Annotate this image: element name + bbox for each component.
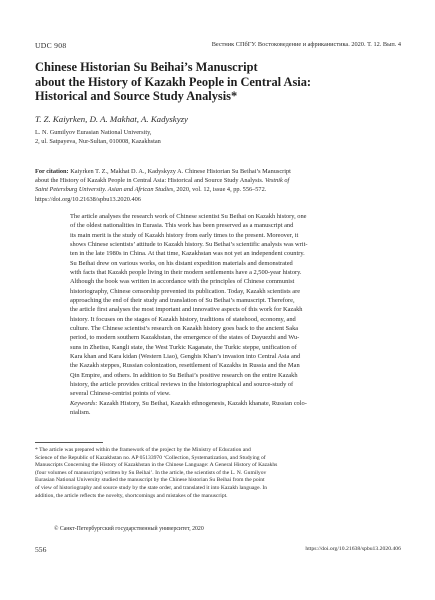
citation-text: , 2020, vol. 12, issue 4, pp. 556–572. (173, 186, 267, 194)
citation-line (35, 176, 400, 185)
affiliation (35, 128, 161, 147)
citation-doi-link[interactable]: https://doi.org/10.21638/spbu13.2020.406 (35, 195, 141, 203)
footer-doi-link[interactable]: https://doi.org/10.21638/spbu13.2020.406 (305, 546, 401, 552)
citation-text: about the History of Kazakh People in Central Asia: Historical and Source Study Analysis. (35, 177, 265, 185)
footnote-line: Manuscripts Concerning the History of Kazakhstan in the Chinese Language: A General History of Kazakhs (35, 462, 278, 469)
authors: T. Z. Kaiyrken, D. A. Makhat, A. Kadyskyzy (35, 114, 188, 124)
keywords-label: Keywords: (70, 399, 98, 407)
keywords-line: nialism. (70, 408, 91, 416)
abstract-line: history. It focuses on the stages of Kazakh history, traditions of statehood, economy, and (70, 315, 296, 323)
abstract-line: its main merit is the study of Kazakh history from early times to the present. Moreover, it (70, 231, 299, 239)
footnote-line: (four volumes of manuscripts) written by Su Beihai’. In the article, the scientists of the L. N. Gumilyov (35, 469, 267, 476)
footnote-line: of view of historiography and source study by the state order, and translated it into Kazakh language. In (35, 484, 268, 491)
affiliation-line: 2, ul. Satpayeva, Nur-Sultan, 010008, Kazakhstan (35, 138, 161, 146)
keywords-line (70, 399, 402, 408)
abstract-line: several Chinese-centrist points of view. (70, 390, 171, 398)
footnote-line: addition, the article reflects the novelty, shortcomings and mistakes of the manuscript. (35, 492, 228, 499)
journal-header: Вестник СПбГУ. Востоковедение и африканистика. 2020. Т. 12. Вып. 4 (211, 41, 401, 48)
abstract-line: with facts that Kazakh people living in their modern settlements have a 2,500-year history. (70, 268, 302, 276)
abstract-line: culture. The Chinese scientist’s research on Kazakh history goes back to the ancient Saka (70, 324, 299, 332)
abstract-line: historiography, Chinese censorship prevented its publication. Today, Kazakh scientists are (70, 287, 301, 295)
footnote-line: * The article was prepared within the framework of the project by the Ministry of Education and (35, 447, 251, 453)
abstract-line: Although the book was written in accordance with the principles of Chinese communist (70, 278, 295, 286)
abstract-line: Su Beihai drew on various works, on his distant expedition materials and demonstrated (70, 259, 293, 267)
citation-text: Kaiyrken T. Z., Makhat D. A., Kadyskyzy A. Chinese Historian Su Beihai’s Manuscript (68, 168, 291, 175)
citation-line (35, 185, 400, 194)
title-line: about the History of Kazakh People in Central Asia: (35, 74, 312, 89)
title-line: Historical and Source Study Analysis* (35, 89, 238, 104)
footnote-line: Science of the Republic of Kazakhstan no. AP 05133970 ‘Collection, Systematization, and Studying of (35, 454, 266, 461)
footnote-divider (35, 442, 103, 443)
abstract-line: Kara khan and Kara kidan (Western Liao), Genghis Khan’s invasion into Central Asia and (70, 352, 301, 360)
affiliation-line: L. N. Gumilyov Eurasian National University, (35, 129, 152, 136)
citation-block (35, 167, 400, 204)
citation-line (35, 167, 400, 176)
journal-name: Vestnik of (264, 177, 290, 185)
udc-code: UDC 908 (35, 41, 67, 50)
abstract-line: approaching the end of their study and translation of Su Beihai’s manuscript. Therefore, (70, 296, 295, 304)
abstract (70, 212, 402, 417)
title-line: Chinese Historian Su Beihai’s Manuscript (35, 60, 258, 74)
abstract-line: the Kazakh steppes, Russian colonization, resettlement of Kazakhs in Russia and the Man (70, 362, 300, 370)
page-number: 556 (35, 545, 47, 554)
abstract-line: the article first analyses the most important and innovative aspects of this work for Kazakh (70, 306, 303, 314)
abstract-line: shows Chinese scientists’ attitude to Kazakh history. Su Beihai’s scientific analysis was writ- (70, 240, 308, 248)
abstract-line: period, to modern southern Kazakhstan, the emergence of the states of Dayuezhi and Wu- (70, 334, 300, 342)
abstract-line: of the oldest nationalities in Eurasia. This work has been preserved as a manuscript and (70, 222, 294, 230)
footnote (35, 447, 401, 500)
copyright-notice: © Санкт-Петербургский государственный университет, 2020 (54, 526, 204, 532)
keywords-text: Kazakh History, Su Beihai, Kazakh ethnogenesis, Kazakh khanate, Russian colo- (97, 399, 307, 407)
abstract-line: The article analyses the research work of Chinese scientist Su Beihai on Kazakh history, one (70, 213, 307, 220)
abstract-line: suns in Zhetisu, Kangli state, the West Turkic Kaganate, the Turkic steppe, unification of (70, 343, 297, 351)
footnote-line: Eurasian National University studied the manuscript by the Chinese historian Su Beihai from the point (35, 477, 265, 484)
abstract-line: Qin Empire, and others. In addition to Su Beihai’s positive research on the entire Kazakh (70, 371, 298, 379)
abstract-line: history, the article provides critical reviews in the historiographical and source-study of (70, 380, 294, 388)
citation-label: For citation: (35, 168, 69, 175)
article-title (35, 60, 405, 104)
abstract-line: ten in the late 1980s in China. At that time, Kazakhstan was not yet an independent country. (70, 250, 305, 258)
journal-name: Saint Petersburg University. Asian and African Studies (35, 186, 174, 194)
